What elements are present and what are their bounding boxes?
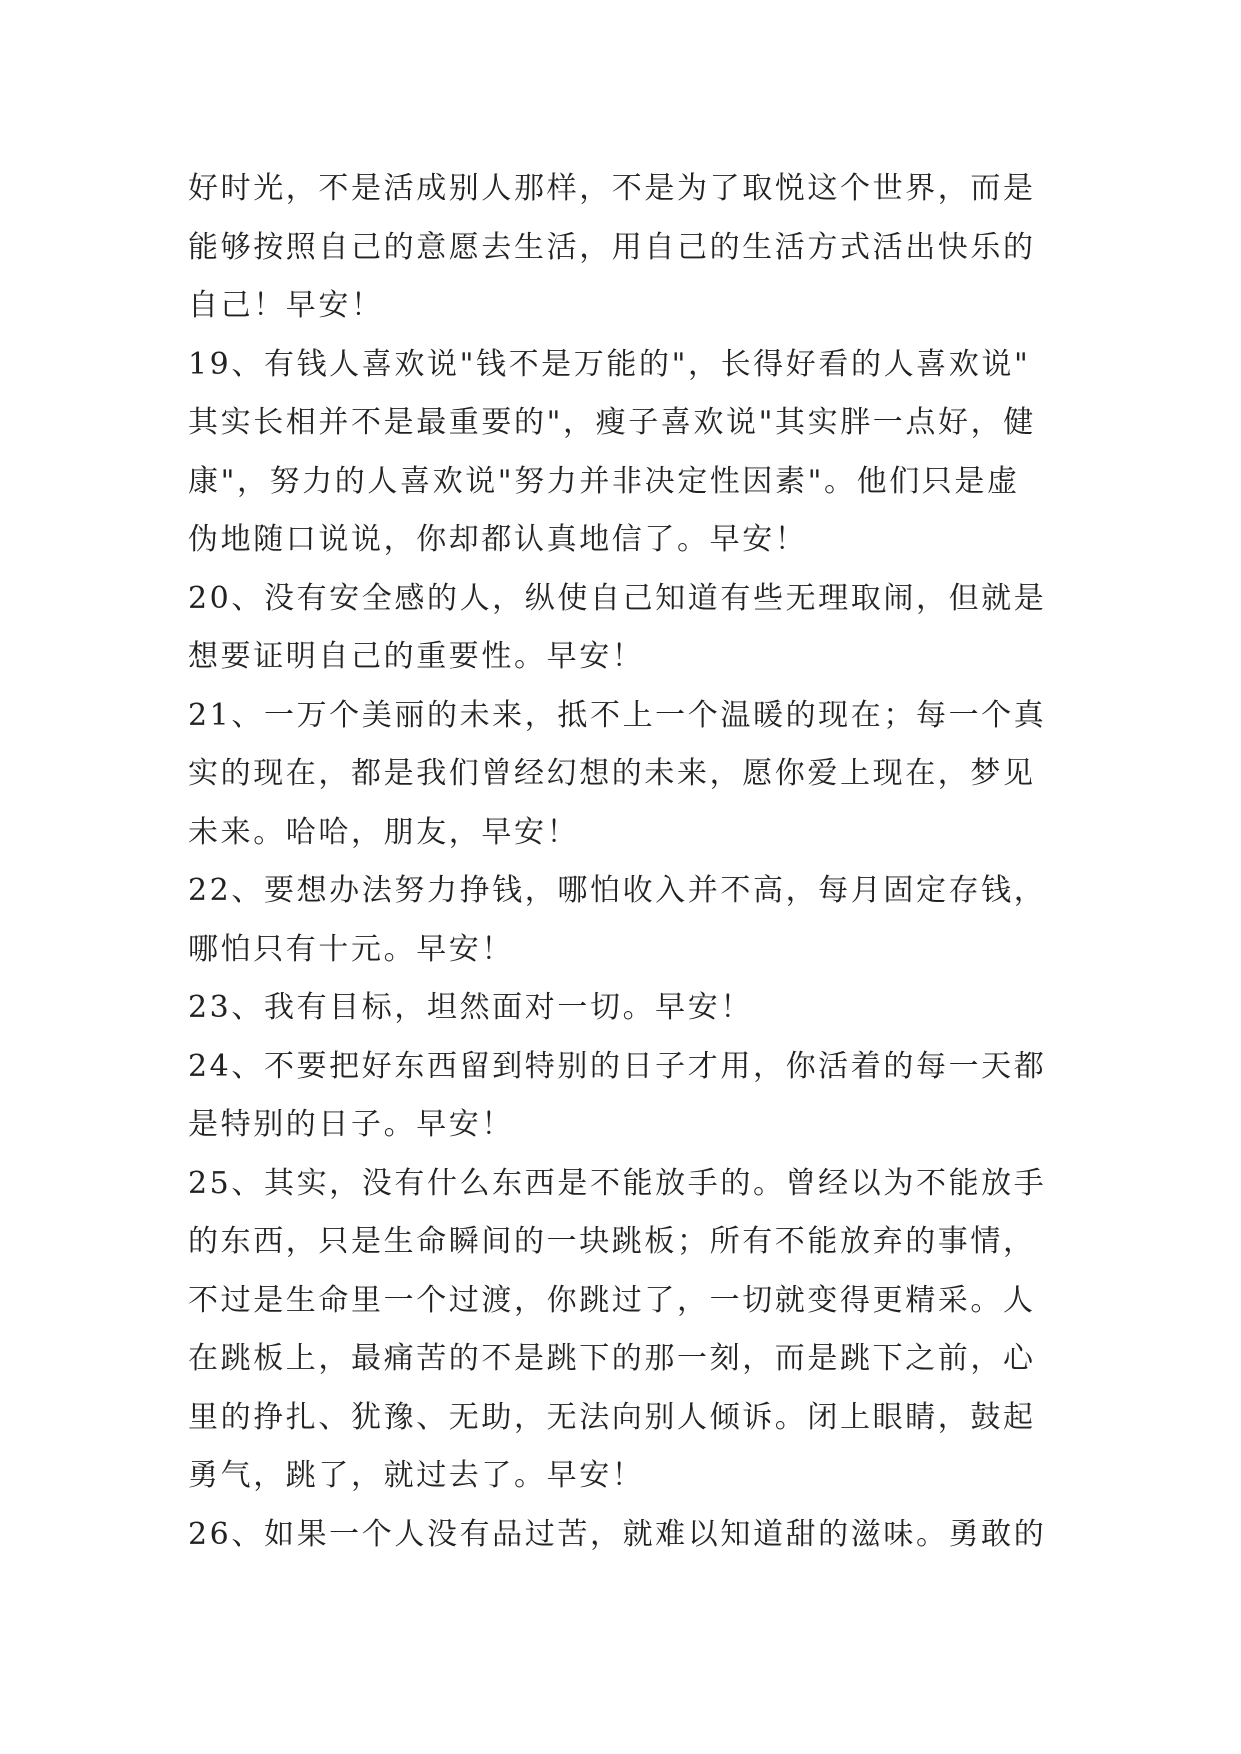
text-line: 实的现在，都是我们曾经幻想的未来，愿你爱上现在，梦见 [188,756,1036,791]
text-line: 里的挣扎、犹豫、无助，无法向别人倾诉。闭上眼睛，鼓起 [188,1399,1036,1435]
text-line: 未来。哈哈，朋友，早安！ [188,814,580,850]
text-line: 自己！早安！ [188,288,384,323]
text-line: 能够按照自己的意愿去生活，用自己的生活方式活出快乐的 [188,229,1036,265]
text-line: 26、如果一个人没有品过苦，就难以知道甜的滋味。勇敢的 [188,1516,1047,1552]
document-body [188,160,1068,1564]
text-line: 25、其实，没有什么东西是不能放手的。曾经以为不能放手 [188,1165,1047,1201]
text-line: 是特别的日子。早安！ [188,1107,514,1142]
text-line: 23、我有目标，坦然面对一切。早安！ [188,990,753,1025]
text-line: 19、有钱人喜欢说"钱不是万能的"，长得好看的人喜欢说" [188,346,1031,382]
text-line: 伪地随口说说，你却都认真地信了。早安！ [188,522,808,557]
text-line: 20、没有安全感的人，纵使自己知道有些无理取闹，但就是 [188,580,1047,616]
text-line: 的东西，只是生命瞬间的一块跳板；所有不能放弃的事情， [188,1224,1036,1259]
text-line: 好时光，不是活成别人那样，不是为了取悦这个世界，而是 [188,171,1036,206]
text-line: 21、一万个美丽的未来，抵不上一个温暖的现在；每一个真 [188,697,1047,733]
text-line: 22、要想办法努力挣钱，哪怕收入并不高，每月固定存钱， [188,873,1047,908]
text-line: 其实长相并不是最重要的"，瘦子喜欢说"其实胖一点好，健 [188,405,1036,440]
text-line: 康"，努力的人喜欢说"努力并非决定性因素"。他们只是虚 [188,463,1020,499]
text-line: 哪怕只有十元。早安！ [188,931,514,967]
text-line: 勇气，跳了，就过去了。早安！ [188,1458,645,1493]
text-line: 24、不要把好东西留到特别的日子才用，你活着的每一天都 [188,1048,1047,1084]
text-line: 在跳板上，最痛苦的不是跳下的那一刻，而是跳下之前，心 [188,1341,1036,1376]
text-line: 不过是生命里一个过渡，你跳过了，一切就变得更精采。人 [188,1282,1036,1318]
text-line: 想要证明自己的重要性。早安！ [188,639,645,674]
